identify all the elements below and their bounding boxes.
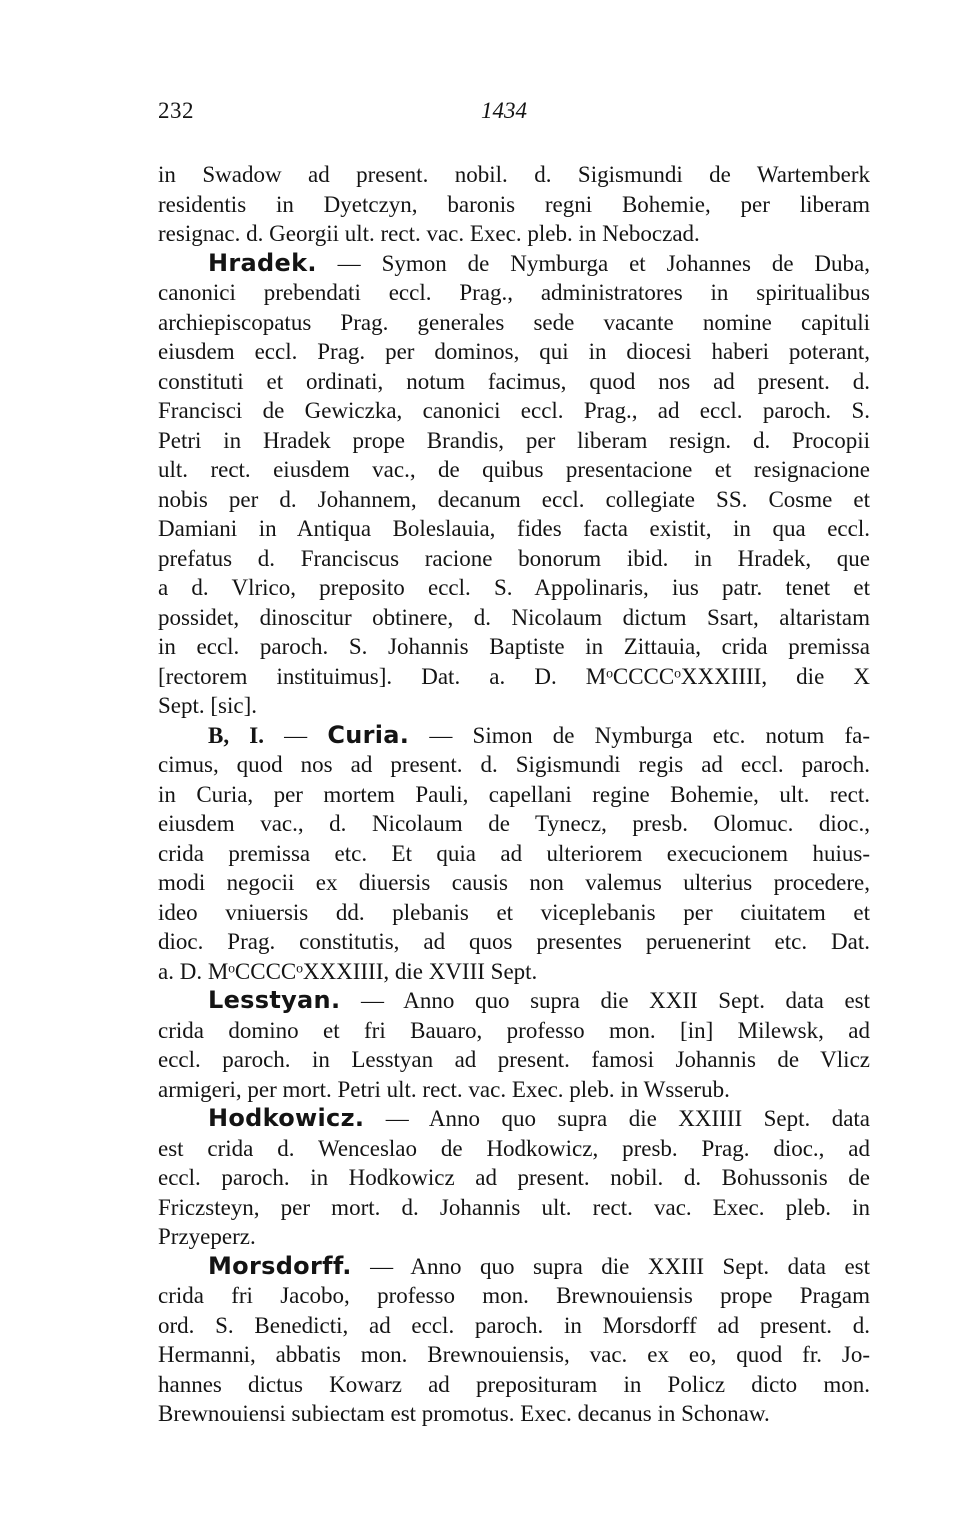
entry-first-line-text: — Anno quo supra die XXIIII Sept. data (364, 1106, 870, 1131)
text-line: in Swadow ad present. nobil. d. Sigismundi de Wartemberk (158, 162, 870, 187)
text-line: Petri in Hradek prope Brandis, per liberam resign. d. Procopii (158, 427, 870, 453)
entry-lesstyan (158, 986, 870, 1104)
text-line: eiusdem vac., d. Nicolaum de Tynecz, presb. Olomuc. dioc., (158, 811, 870, 836)
text-line: constituti et ordinati, notum facimus, quod nos ad present. d. (158, 368, 870, 394)
text-line: modi negocii ex diuersis causis non valemus ulterius procedere, (158, 870, 870, 895)
text-line: Hermanni, abbatis mon. Brewnouiensis, vac. ex eo, quod fr. Jo- (158, 1342, 870, 1367)
text-line: Brewnouiensi subiectam est promotus. Exec. decanus in Schonaw. (158, 1401, 770, 1426)
entry-first-line-text: — Anno quo supra die XXII Sept. data est (340, 988, 870, 1013)
text-line: ult. rect. eiusdem vac., de quibus presentacione et resignacione (158, 457, 870, 482)
entry-first-line-text: — Simon de Nymburga etc. notum fa- (409, 722, 870, 748)
text-line: ord. S. Benedicti, ad eccl. paroch. in Morsdorff ad present. d. (158, 1312, 870, 1338)
text-line: in eccl. paroch. S. Johannis Baptiste in Zittauia, crida premissa (158, 634, 870, 659)
text-line: possidet, dinoscitur obtinere, d. Nicolaum dictum Ssart, altaristam (158, 604, 870, 630)
running-head-year: 1434 (481, 98, 527, 123)
text-line: Francisci de Gewiczka, canonici eccl. Prag., ad eccl. paroch. S. (158, 398, 870, 423)
text-line: ideo vniuersis dd. plebanis et viceplebanis per ciuitatem et (158, 899, 870, 925)
text-line: crida fri Jacobo, professo mon. Brewnouiensis prope Pragam (158, 1283, 870, 1308)
text-line: prefatus d. Franciscus racione bonorum ibid. in Hradek, que (158, 545, 870, 571)
margin-mark: B, I. (208, 722, 264, 748)
text-line: a. D. MᵒCCCCᵒXXXIIII, die XVIII Sept. (158, 958, 538, 984)
body-text (158, 160, 870, 1429)
text-line: nobis per d. Johannem, decanum eccl. collegiate SS. Cosme et (158, 486, 870, 512)
entry-first-line (158, 249, 870, 279)
place-heading: Morsdorff. (208, 1251, 352, 1280)
entry-first-line-text: — Anno quo supra die XXIII Sept. data est (351, 1253, 870, 1279)
place-heading: Hradek. (208, 248, 317, 277)
page-header (158, 98, 870, 132)
text-line: [rectorem instituimus]. Dat. a. D. MᵒCCCCᵒXXXIIII, die X (158, 663, 870, 689)
text-line: cimus, quod nos ad present. d. Sigismundi regis ad eccl. paroch. (158, 752, 870, 777)
place-heading: Curia. (327, 720, 410, 749)
text-line: archiepiscopatus Prag. generales sede vacante nomine capituli (158, 309, 870, 335)
text-line: est crida d. Wenceslao de Hodkowicz, presb. Prag. dioc., ad (158, 1135, 870, 1161)
entry-first-line (158, 1252, 870, 1282)
entry-first-line: B, I. — Curia. — Simon de Nymburga etc. notum fa- (208, 720, 870, 749)
entry-first-line (158, 986, 870, 1016)
text-line: canonici prebendati eccl. Prag., administratores in spiritualibus (158, 280, 870, 305)
entry-curia (158, 721, 870, 987)
text-line: dioc. Prag. constitutis, ad quos presentes peruenerint etc. Dat. (158, 929, 870, 954)
text-line: in Curia, per mortem Pauli, capellani regine Bohemie, ult. rect. (158, 781, 870, 807)
entry-continuation (158, 160, 870, 249)
text-line: armigeri, per mort. Petri ult. rect. vac. Exec. pleb. in Wsserub. (158, 1076, 730, 1102)
place-heading: Hodkowicz. (208, 1104, 365, 1132)
place-heading: Lesstyan. (208, 986, 341, 1014)
entry-hradek (158, 249, 870, 721)
text-line: Przyeperz. (158, 1224, 256, 1249)
text-line: a d. Vlrico, preposito eccl. S. Appolinaris, ius patr. tenet et (158, 575, 870, 600)
text-line: crida domino et fri Bauaro, professo mon. [in] Milewsk, ad (158, 1017, 870, 1043)
text-line: eccl. paroch. in Hodkowicz ad present. nobil. d. Bohussonis de (158, 1165, 870, 1190)
entry-morsdorff (158, 1252, 870, 1429)
text-line: crida premissa etc. Et quia ad ulteriorem execucionem huius- (158, 840, 870, 866)
text-line: hannes dictus Kowarz ad preposituram in Policz dicto mon. (158, 1371, 870, 1397)
text-line: resignac. d. Georgii ult. rect. vac. Exec. pleb. in Neboczad. (158, 221, 700, 246)
text-line: Damiani in Antiqua Boleslauia, fides facta existit, in qua eccl. (158, 516, 870, 541)
text-line: Friczsteyn, per mort. d. Johannis ult. rect. vac. Exec. pleb. in (158, 1194, 870, 1220)
entry-hodkowicz (158, 1104, 870, 1252)
text-line: Sept. [sic]. (158, 693, 258, 718)
entry-first-line (158, 1104, 870, 1134)
entry-first-line-text: — Symon de Nymburga et Johannes de Duba, (316, 250, 870, 276)
text-line: eiusdem eccl. Prag. per dominos, qui in diocesi haberi poterant, (158, 339, 870, 364)
page-number: 232 (158, 98, 194, 123)
text-line: eccl. paroch. in Lesstyan ad present. famosi Johannis de Vlicz (158, 1047, 870, 1072)
text-line: residentis in Dyetczyn, baronis regni Bohemie, per liberam (158, 191, 870, 217)
